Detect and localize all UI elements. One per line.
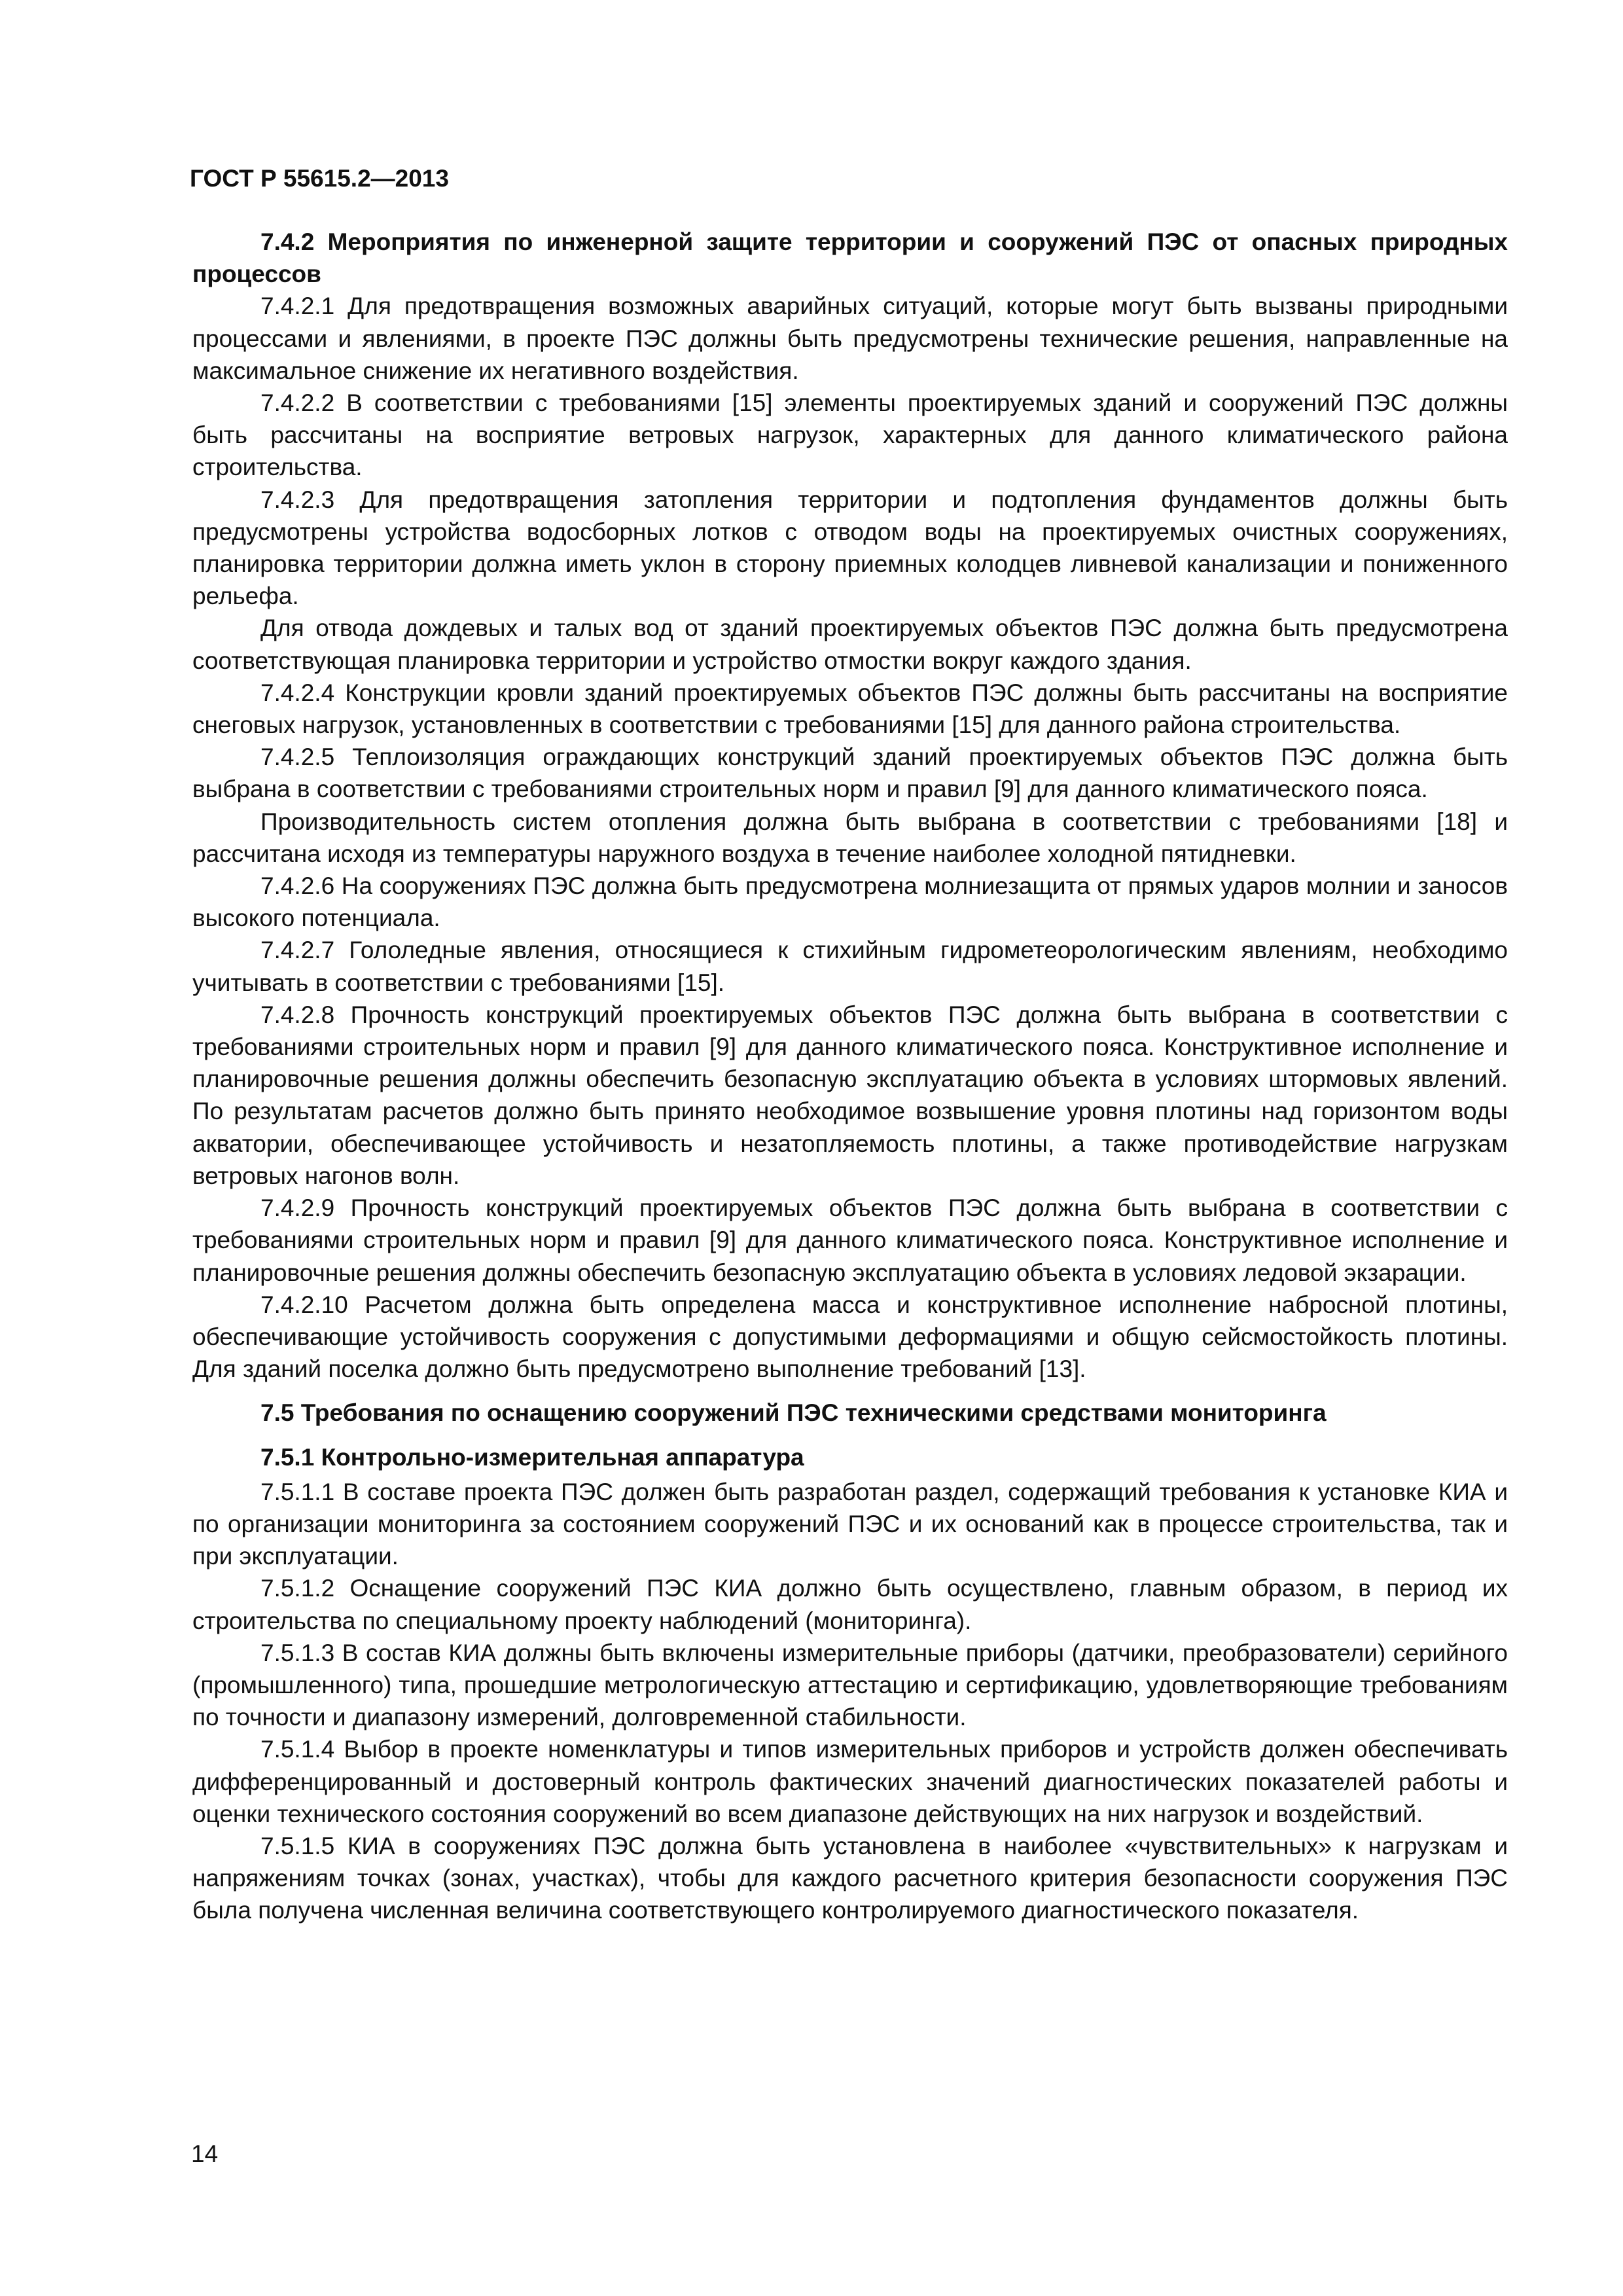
paragraph: 7.4.2.6 На сооружениях ПЭС должна быть предусмотрена молниезащита от прямых ударов молнии и заносов высокого потенциала. <box>192 872 1508 932</box>
paragraph: 7.5.1.1 В составе проекта ПЭС должен быть разработан раздел, содержащий требования к установке КИА и по организации мониторинга за состоянием сооружений ПЭС и их оснований как в процессе строительства, так и при эксплуатации. <box>192 1478 1508 1570</box>
paragraph: 7.5.1.3 В состав КИА должны быть включены измерительные приборы (датчики, преобразователи) серийного (промышленного) типа, прошедшие метрологическую аттестацию и сертификацию, удовлетворяющие требованиям по точности и диапазону измерений, долговременной стабильности. <box>192 1639 1508 1731</box>
paragraph: 7.5.1.5 КИА в сооружениях ПЭС должна быть установлена в наиболее «чувствительных» к нагрузкам и напряжениям точках (зонах, участках), чтобы для каждого расчетного критерия безопасности сооружения ПЭС была получена численная величина соответствующего контролируемого диагностического показателя. <box>192 1832 1508 1924</box>
paragraph: 7.4.2.1 Для предотвращения возможных аварийных ситуаций, которые могут быть вызваны природными процессами и явлениями, в проекте ПЭС должны быть предусмотрены технические решения, направленные на максимальное снижение их негативного воздействия. <box>192 293 1508 384</box>
paragraph: 7.5.1.4 Выбор в проекте номенклатуры и типов измерительных приборов и устройств должен обеспечивать дифференцированный и достоверный контроль фактических значений диагностических показателей работы и оценки технического состояния сооружений во всем диапазоне действующих на них нагрузок и воздействий. <box>192 1736 1508 1827</box>
paragraph: 7.4.2.9 Прочность конструкций проектируемых объектов ПЭС должна быть выбрана в соответствии с требованиями строительных норм и правил [9] для данного климатического пояса. Конструктивное исполнение и планировочные решения должны обеспечить безопасную эксплуатацию объекта в условиях ледовой экзарации. <box>192 1194 1508 1286</box>
paragraph: 7.4.2.4 Конструкции кровли зданий проектируемых объектов ПЭС должны быть рассчитаны на восприятие снеговых нагрузок, установленных в соответствии с требованиями [15] для данного района строительства. <box>192 679 1508 739</box>
paragraph: 7.4.2.2 В соответствии с требованиями [15] элементы проектируемых зданий и сооружений ПЭС должны быть рассчитаны на восприятие ветровых нагрузок, характерных для данного климатического района строительства. <box>192 389 1508 481</box>
paragraph: 7.4.2.7 Гололедные явления, относящиеся к стихийным гидрометеорологическим явлениям, необходимо учитывать в соответствии с требованиями [15]. <box>192 937 1508 996</box>
paragraph: 7.4.2.8 Прочность конструкций проектируемых объектов ПЭС должна быть выбрана в соответствии с требованиями строительных норм и правил [9] для данного климатического пояса. Конструктивное исполнение и планировочные решения должны обеспечить безопасную эксплуатацию объекта в условиях штормовых явлений. По результатам расчетов должно быть принято необходимое возвышение уровня плотины над горизонтом воды акватории, обеспечивающее устойчивость и незатопляемость плотины, а также противодействие нагрузкам ветровых нагонов волн. <box>192 1001 1508 1189</box>
paragraph: 7.5.1.2 Оснащение сооружений ПЭС КИА должно быть осуществлено, главным образом, в период их строительства по специальному проекту наблюдений (мониторинга). <box>192 1575 1508 1634</box>
paragraph: 7.4.2.5 Теплоизоляция ограждающих конструкций зданий проектируемых объектов ПЭС должна быть выбрана в соответствии с требованиями строительных норм и правил [9] для данного климатического пояса. <box>192 744 1508 803</box>
document-header: ГОСТ Р 55615.2—2013 <box>190 165 449 192</box>
paragraph: 7.4.2.3 Для предотвращения затопления территории и подтопления фундаментов должны быть предусмотрены устройства водосборных лотков с отводом воды на проектируемых очистных сооружениях, планировка территории должна иметь уклон в сторону приемных колодцев ливневой канализации и пониженного рельефа. <box>192 486 1508 610</box>
paragraph: Производительность систем отопления должна быть выбрана в соответствии с требованиями [18] и рассчитана исходя из температуры наружного воздуха в течение наиболее холодной пятидневки. <box>192 808 1508 867</box>
section-heading-7-5: 7.5 Требования по оснащению сооружений ПЭС техническими средствами мониторинга <box>260 1399 1327 1427</box>
subsection-heading-7-4-2: 7.4.2 Мероприятия по инженерной защите территории и сооружений ПЭС от опасных природных процессов <box>192 228 1508 288</box>
page-number: 14 <box>191 2140 219 2167</box>
document-body <box>192 226 1508 1927</box>
paragraph: Для отвода дождевых и талых вод от зданий проектируемых объектов ПЭС должна быть предусмотрена соответствующая планировка территории и устройство отмостки вокруг каждого здания. <box>192 615 1508 674</box>
subsection-heading-7-5-1: 7.5.1 Контрольно-измерительная аппаратура <box>260 1443 804 1471</box>
paragraph: 7.4.2.10 Расчетом должна быть определена масса и конструктивное исполнение набросной плотины, обеспечивающие устойчивость сооружения с допустимыми деформациями и общую сейсмостойкость плотины. Для зданий поселка должно быть предусмотрено выполнение требований [13]. <box>192 1291 1508 1383</box>
